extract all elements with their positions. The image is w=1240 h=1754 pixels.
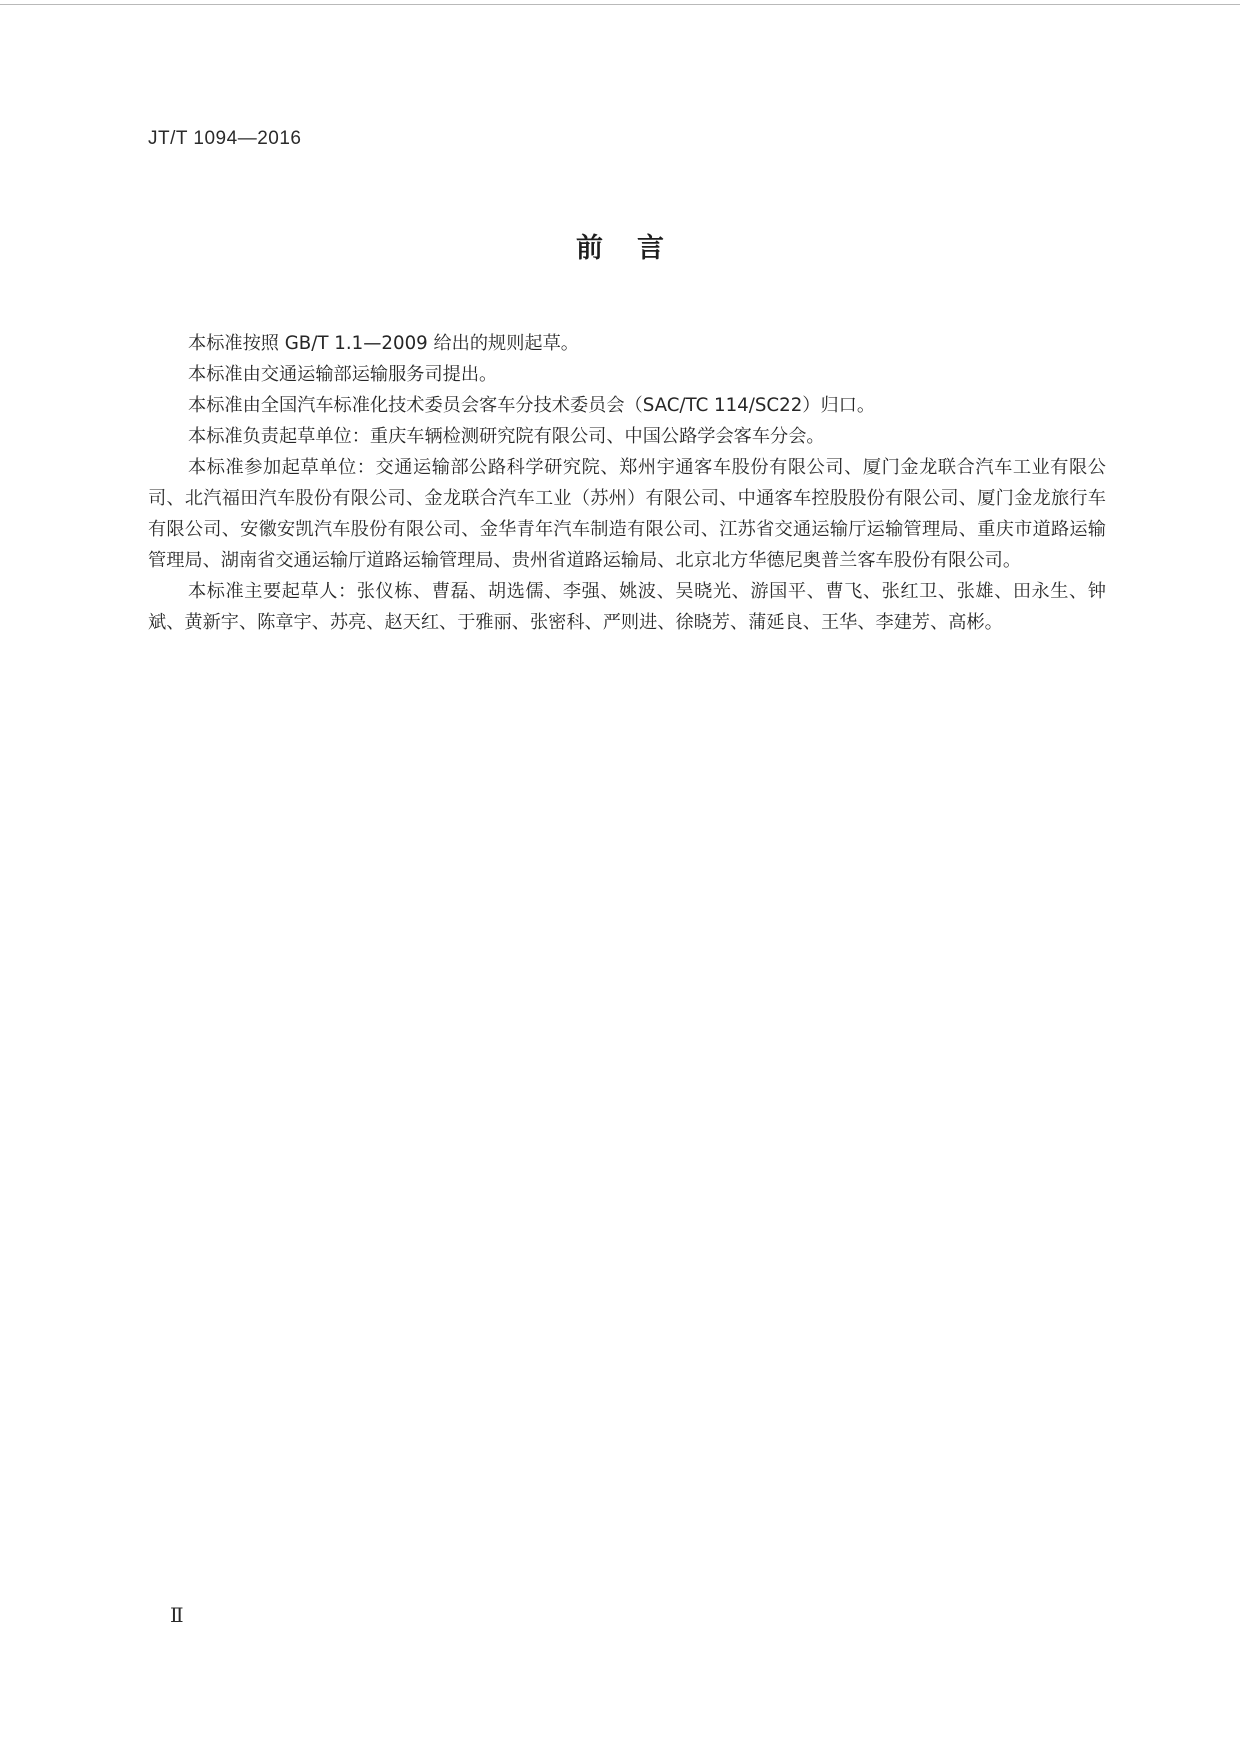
paragraph-administrator: 本标准由全国汽车标准化技术委员会客车分技术委员会（SAC/TC 114/SC22）归口。 [188,395,876,416]
paragraph-participating-drafters: 本标准参加起草单位：交通运输部公路科学研究院、郑州宇通客车股份有限公司、厦门金龙联合汽车工业有限公司、北汽福田汽车股份有限公司、金龙联合汽车工业（苏州）有限公司、中通客车控股股份有限公司、厦门金龙旅行车有限公司、安徽安凯汽车股份有限公司、金华青年汽车制造有限公司、江苏省交通运输厅运输管理局、重庆市道路运输管理局、湖南省交通运输厅道路运输管理局、贵州省道路运输局、北京北方华德尼奥普兰客车股份有限公司。 [148,457,1106,571]
page-title: 前言 [576,233,698,264]
standard-code: JT/T 1094—2016 [148,128,302,149]
paragraph-proposer: 本标准由交通运输部运输服务司提出。 [188,364,498,385]
top-border-rule [0,4,1240,5]
paragraph-drafting-rules: 本标准按照 GB/T 1.1—2009 给出的规则起草。 [188,333,579,354]
foreword-body [148,328,1106,638]
paragraph-main-drafters: 本标准主要起草人：张仪栋、曹磊、胡选儒、李强、姚波、吴晓光、游国平、曹飞、张红卫、张雄、田永生、钟斌、黄新宇、陈章宇、苏亮、赵天红、于雅丽、张密科、严则进、徐晓芳、蒲延良、王华、李建芳、高彬。 [148,581,1106,633]
page-number: Ⅱ [170,1603,184,1627]
paragraph-responsible-drafters: 本标准负责起草单位：重庆车辆检测研究院有限公司、中国公路学会客车分会。 [188,426,825,447]
